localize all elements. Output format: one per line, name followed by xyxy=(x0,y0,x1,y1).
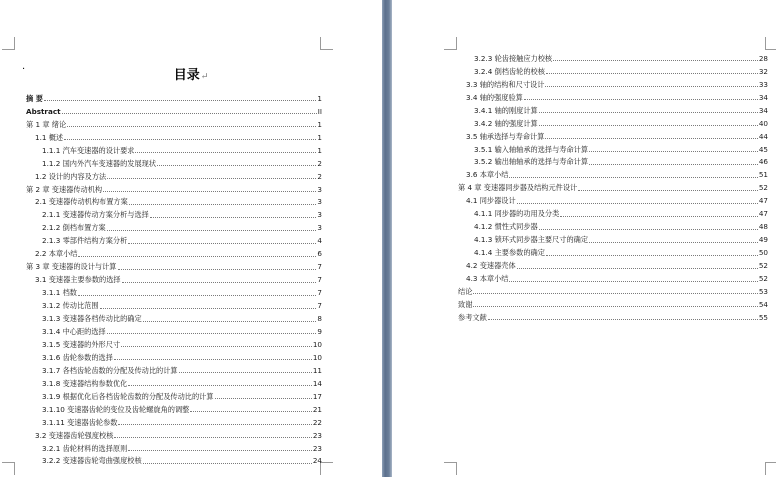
toc-page-number: 8 xyxy=(317,314,322,324)
toc-dot-leader xyxy=(546,73,758,74)
crop-mark-top-left xyxy=(444,37,457,50)
toc-title-text: 目录 xyxy=(173,68,200,83)
toc-dot-leader xyxy=(473,306,757,307)
crop-mark-bottom-left xyxy=(444,462,457,475)
toc-dot-leader xyxy=(539,229,758,230)
toc-entry-title: 3.5.1 输入轴轴承的选择与寿命计算 xyxy=(474,144,589,154)
toc-page-number: 47 xyxy=(758,209,768,219)
toc-entry[interactable] xyxy=(466,257,768,270)
toc-entry[interactable] xyxy=(474,63,768,76)
toc-dot-leader xyxy=(128,450,312,451)
toc-entry[interactable] xyxy=(466,270,768,283)
toc-entry-title: 1.2 设计的内容及方法 xyxy=(35,171,107,181)
toc-page-number: 52 xyxy=(758,274,768,284)
toc-page-number: 33 xyxy=(758,79,768,89)
crop-mark-top-left xyxy=(2,37,15,50)
toc-page-number: 7 xyxy=(317,275,322,285)
toc-dot-leader xyxy=(114,359,312,360)
toc-entry[interactable] xyxy=(474,102,768,115)
toc-entry-title: 3.1.2 传动比范围 xyxy=(42,301,99,311)
toc-entry-title: 4.1 同步器设计 xyxy=(466,196,516,206)
toc-page-number: 28 xyxy=(758,53,768,63)
toc-entry[interactable] xyxy=(474,218,768,231)
toc-entry-title: Abstract xyxy=(26,106,61,116)
toc-entry[interactable] xyxy=(42,232,322,245)
toc-page-number: 9 xyxy=(317,326,322,336)
toc-title xyxy=(0,64,382,83)
toc-dot-leader xyxy=(100,308,317,309)
toc-entry-title: 3.1.4 中心距的选择 xyxy=(42,326,106,336)
toc-entry-title: 3.1.3 变速器各档传动比的确定 xyxy=(42,314,142,324)
toc-entry-title: 第 4 章 变速器同步器及结构元件设计 xyxy=(458,183,578,193)
toc-entry-title: 3.1.9 根据优化后各档齿轮齿数的分配及传动比的计算 xyxy=(42,391,214,401)
toc-dot-leader xyxy=(589,151,758,152)
toc-entry-title: 3.4.1 轴的刚度计算 xyxy=(474,105,538,115)
toc-page-number: 45 xyxy=(758,144,768,154)
toc-entry[interactable] xyxy=(42,310,322,323)
toc-dot-leader xyxy=(539,125,758,126)
toc-dot-leader xyxy=(509,177,757,178)
toc-page-number: 11 xyxy=(312,365,322,375)
toc-page-number: 54 xyxy=(758,299,768,309)
toc-entry[interactable] xyxy=(42,323,322,336)
toc-entry-title: 1.1 概述 xyxy=(35,132,64,142)
toc-entry[interactable] xyxy=(466,128,768,141)
toc-entry-title: 3.2.2 变速器齿轮弯曲强度校核 xyxy=(42,456,142,466)
toc-page-number: 22 xyxy=(312,417,322,427)
toc-page-number: II xyxy=(317,106,322,116)
toc-dot-leader xyxy=(545,138,757,139)
toc-page-number: 44 xyxy=(758,131,768,141)
toc-entry[interactable] xyxy=(42,220,322,233)
toc-entry-title: 摘 要 xyxy=(26,93,43,103)
toc-page-number: 47 xyxy=(758,196,768,206)
toc-page-number: 6 xyxy=(317,249,322,259)
toc-dot-leader xyxy=(150,217,317,218)
toc-entry-title: 4.1.3 锁环式同步器主要尺寸的确定 xyxy=(474,235,589,245)
crop-mark-bottom-left xyxy=(2,462,15,475)
toc-entry-title: 第 1 章 绪论 xyxy=(26,119,67,129)
toc-dot-leader xyxy=(560,216,758,217)
toc-dot-leader xyxy=(62,113,317,114)
toc-entry[interactable] xyxy=(42,401,322,414)
toc-page-number: 21 xyxy=(312,404,322,414)
toc-entry-title: 3.1.8 变速器结构参数优化 xyxy=(42,378,128,388)
toc-entry[interactable] xyxy=(35,194,322,207)
toc-entry[interactable] xyxy=(35,271,322,284)
toc-page-number: 7 xyxy=(317,301,322,311)
toc-dot-leader xyxy=(129,204,317,205)
toc-entry-title: 3.1.1 档数 xyxy=(42,288,77,298)
toc-page-number: 1 xyxy=(317,132,322,142)
toc-entry[interactable] xyxy=(42,440,322,453)
crop-mark-bottom-right xyxy=(765,462,776,475)
toc-entry-title: 4.1.1 同步器的功用及分类 xyxy=(474,209,560,219)
toc-page-number: 2 xyxy=(317,171,322,181)
toc-entry-title: 1.1.2 国内外汽车变速器的发展现状 xyxy=(42,158,157,168)
paragraph-bullet: · xyxy=(22,64,26,75)
toc-dot-leader xyxy=(157,165,316,166)
toc-page-number: 51 xyxy=(758,170,768,180)
toc-page-number: 3 xyxy=(317,210,322,220)
toc-entry[interactable] xyxy=(458,180,768,193)
toc-page-number: 24 xyxy=(312,456,322,466)
toc-entry[interactable] xyxy=(26,103,322,116)
toc-page-number: 7 xyxy=(317,262,322,272)
toc-dot-leader xyxy=(103,191,316,192)
toc-entry-title: 3.2 变速器齿轮强度校核 xyxy=(35,430,114,440)
toc-dot-leader xyxy=(473,293,757,294)
toc-entry[interactable] xyxy=(458,283,768,296)
toc-page-number: 14 xyxy=(312,378,322,388)
toc-dot-leader xyxy=(553,60,758,61)
toc-entry-title: 第 3 章 变速器的设计与计算 xyxy=(26,262,117,272)
toc-entry-title: 3.2.4 倒档齿轮的校核 xyxy=(474,66,545,76)
toc-entry-title: 3.1.11 变速器齿轮参数 xyxy=(42,417,118,427)
toc-entry-title: 2.1.1 变速器传动方案分析与选择 xyxy=(42,210,149,220)
toc-entry-title: 致谢 xyxy=(458,299,473,309)
toc-page-number: 17 xyxy=(312,391,322,401)
toc-entry-title: 结论 xyxy=(458,286,473,296)
toc-dot-leader xyxy=(509,281,757,282)
toc-page-number: 1 xyxy=(317,93,322,103)
toc-dot-leader xyxy=(524,99,758,100)
toc-page-number: 7 xyxy=(317,288,322,298)
toc-entry[interactable] xyxy=(42,284,322,297)
toc-entry-title: 1.1.1 汽车变速器的设计要求 xyxy=(42,145,135,155)
toc-entry-title: 3.2.1 齿轮材料的选择原则 xyxy=(42,443,128,453)
toc-page-number: 52 xyxy=(758,183,768,193)
toc-dot-leader xyxy=(589,164,758,165)
toc-entry-title: 4.3 本章小结 xyxy=(466,274,509,284)
toc-page-number: 23 xyxy=(312,430,322,440)
toc-dot-leader xyxy=(128,385,312,386)
toc-entry[interactable] xyxy=(35,245,322,258)
toc-page-number: 52 xyxy=(758,261,768,271)
toc-entry[interactable] xyxy=(474,154,768,167)
toc-page-number: 34 xyxy=(758,92,768,102)
toc-dot-leader xyxy=(128,243,316,244)
toc-entry[interactable] xyxy=(42,207,322,220)
toc-page-number: 46 xyxy=(758,157,768,167)
toc-entry-title: 3.4 轴的强度验算 xyxy=(466,92,523,102)
toc-page-number: 3 xyxy=(317,184,322,194)
toc-entry-title: 3.5.2 输出轴轴承的选择与寿命计算 xyxy=(474,157,589,167)
toc-entry[interactable] xyxy=(474,141,768,154)
toc-entry[interactable] xyxy=(26,90,322,103)
toc-entry[interactable] xyxy=(458,309,768,322)
toc-dot-leader xyxy=(179,372,312,373)
toc-dot-leader xyxy=(118,424,311,425)
toc-entry-title: 3.1.10 变速器齿轮的变位及齿轮螺旋角的调整 xyxy=(42,404,190,414)
toc-entry[interactable] xyxy=(474,50,768,63)
toc-entry[interactable] xyxy=(42,453,322,466)
toc-page-number: 10 xyxy=(312,352,322,362)
toc-entry-title: 3.5 轴承选择与寿命计算 xyxy=(466,131,545,141)
toc-entry[interactable] xyxy=(458,296,768,309)
toc-entry[interactable] xyxy=(42,375,322,388)
toc-dot-leader xyxy=(578,190,758,191)
toc-entry[interactable] xyxy=(42,349,322,362)
toc-entry-title: 3.1.5 变速器的外形尺寸 xyxy=(42,339,121,349)
toc-page-number: 53 xyxy=(758,286,768,296)
toc-entry-title: 2.1.3 零部件结构方案分析 xyxy=(42,236,128,246)
toc-dot-leader xyxy=(78,295,316,296)
toc-entry[interactable] xyxy=(35,129,322,142)
toc-entry-title: 3.1 变速器主要参数的选择 xyxy=(35,275,121,285)
toc-entry[interactable] xyxy=(42,336,322,349)
document-page-left xyxy=(0,0,382,477)
toc-page-number: 50 xyxy=(758,248,768,258)
toc-entry[interactable] xyxy=(42,388,322,401)
toc-page-number: 10 xyxy=(312,339,322,349)
page-gutter xyxy=(382,0,392,477)
toc-dot-leader xyxy=(190,411,312,412)
toc-dot-leader xyxy=(44,100,317,101)
toc-dot-leader xyxy=(135,152,316,153)
toc-page-number: 49 xyxy=(758,235,768,245)
toc-page-number: 55 xyxy=(758,312,768,322)
toc-entry[interactable] xyxy=(35,168,322,181)
toc-page-number: 1 xyxy=(317,119,322,129)
crop-mark-top-right xyxy=(765,37,776,50)
toc-entry[interactable] xyxy=(466,167,768,180)
toc-entry[interactable] xyxy=(26,116,322,129)
toc-entry-title: 2.1 变速器传动机构布置方案 xyxy=(35,197,128,207)
toc-dot-leader xyxy=(121,346,312,347)
toc-entry[interactable] xyxy=(466,89,768,102)
crop-mark-top-right xyxy=(320,37,333,50)
toc-entry-title: 3.3 轴的结构和尺寸设计 xyxy=(466,79,545,89)
toc-dot-leader xyxy=(517,203,758,204)
toc-dot-leader xyxy=(215,398,312,399)
toc-dot-leader xyxy=(539,112,758,113)
toc-entry[interactable] xyxy=(466,76,768,89)
paragraph-mark-icon: ↵ xyxy=(200,72,209,82)
toc-dot-leader xyxy=(143,463,312,464)
toc-entry[interactable] xyxy=(42,362,322,375)
toc-entry-title: 3.1.6 齿轮参数的选择 xyxy=(42,352,113,362)
document-page-right xyxy=(392,0,776,477)
toc-dot-leader xyxy=(143,321,317,322)
toc-entry[interactable] xyxy=(42,414,322,427)
toc-entry[interactable] xyxy=(26,258,322,271)
toc-entry[interactable] xyxy=(474,115,768,128)
toc-dot-leader xyxy=(114,437,311,438)
toc-page-number: 40 xyxy=(758,118,768,128)
toc-dot-leader xyxy=(488,319,758,320)
toc-entry-title: 4.2 变速器壳体 xyxy=(466,261,516,271)
toc-page-number: 4 xyxy=(317,236,322,246)
toc-entry[interactable] xyxy=(42,297,322,310)
toc-entry-title: 第 2 章 变速器传动机构 xyxy=(26,184,103,194)
toc-dot-leader xyxy=(118,269,317,270)
toc-page-number: 3 xyxy=(317,197,322,207)
toc-page-number: 3 xyxy=(317,223,322,233)
toc-entry[interactable] xyxy=(42,155,322,168)
toc-entry[interactable] xyxy=(474,244,768,257)
toc-dot-leader xyxy=(78,256,316,257)
toc-dot-leader xyxy=(122,282,317,283)
toc-dot-leader xyxy=(545,86,757,87)
toc-dot-leader xyxy=(64,139,316,140)
toc-entry-title: 4.1.4 主要参数的确定 xyxy=(474,248,545,258)
toc-entry[interactable] xyxy=(466,192,768,205)
toc-dot-leader xyxy=(107,230,317,231)
toc-page-number: 2 xyxy=(317,158,322,168)
toc-entry-title: 2.2 本章小结 xyxy=(35,249,78,259)
toc-entry-title: 参考文献 xyxy=(458,312,487,322)
toc-page-number: 32 xyxy=(758,66,768,76)
toc-dot-leader xyxy=(589,242,758,243)
toc-entry[interactable] xyxy=(474,231,768,244)
toc-dot-leader xyxy=(546,255,758,256)
toc-entry-title: 3.1.7 各档齿轮齿数的分配及传动比的计算 xyxy=(42,365,178,375)
toc-entry-title: 2.1.2 倒档布置方案 xyxy=(42,223,106,233)
toc-entry-title: 4.1.2 惯性式同步器 xyxy=(474,222,538,232)
toc-page-number: 48 xyxy=(758,222,768,232)
toc-entry-title: 3.6 本章小结 xyxy=(466,170,509,180)
toc-entry[interactable] xyxy=(474,205,768,218)
toc-entry-title: 3.2.3 轮齿接触应力校核 xyxy=(474,53,553,63)
toc-dot-leader xyxy=(67,126,316,127)
toc-page-number: 34 xyxy=(758,105,768,115)
toc-entry[interactable] xyxy=(42,142,322,155)
toc-dot-leader xyxy=(517,268,758,269)
toc-entry-title: 3.4.2 轴的强度计算 xyxy=(474,118,538,128)
toc-dot-leader xyxy=(107,333,317,334)
toc-entry[interactable] xyxy=(26,181,322,194)
toc-page-number: 23 xyxy=(312,443,322,453)
toc-dot-leader xyxy=(107,178,316,179)
toc-entry[interactable] xyxy=(35,427,322,440)
toc-page-number: 1 xyxy=(317,145,322,155)
